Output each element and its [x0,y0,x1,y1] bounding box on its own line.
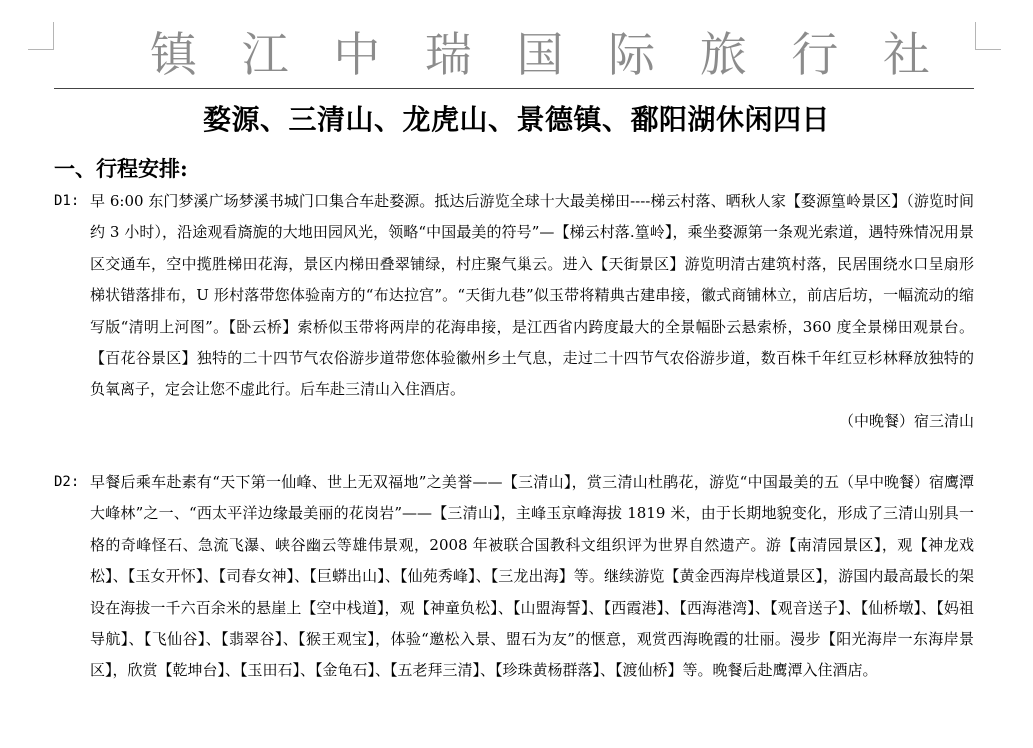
itinerary-day-2 [54,467,974,687]
day-description-wrap [90,467,974,687]
header-divider [54,88,974,89]
company-char: 旅 [699,28,747,83]
day-label: D2: [54,474,80,490]
day-description: 早餐后乘车赴素有“天下第一仙峰、世上无双福地”之美誉——【三清山】，赏三清山杜鹃花，游览“中国最美的五大峰林”之一、“西太平洋边缘最美丽的花岗岩”——【三清山】，主峰玉京峰海拔 1819 米，由于长期地貌变化，形成了三清山别具一格的奇峰怪石、急流飞瀑、峡谷幽云等雄伟景观，2008 年被联合国教科文组织评为世界自然遗产。游【南清园景区】，观【神龙戏松】、【玉女开怀】、【司春女神】、【巨蟒出山】、【仙苑秀峰】、【三龙出海】等。继续游览【黄金西海岸栈道景区】，游国内最高最长的架设在海拔一千六百余米的悬崖上【空中栈道】，观【神童负松】、【山盟海誓】、【西霞港】、【西海港湾】、【观音送子】、【仙桥墩】、【妈祖导航】、【飞仙谷】、【翡翠谷】、【猴王观宝】，体验“邀松入景、盟石为友”的惬意，观赏西海晚霞的壮丽。漫步【阳光海岸一东海岸景区】，欣赏【乾坤台】、【玉田石】、【金龟石】、【五老拜三清】、【珍珠黄杨群落】、【渡仙桥】等。晚餐后赴鹰潭入住酒店。 [90,473,974,680]
meals-accommodation: （早中晚餐）宿鹰潭 [838,473,974,491]
trip-title: 婺源、三清山、龙虎山、景德镇、鄱阳湖休闲四日 [202,103,830,136]
itinerary-day-1 [54,186,974,437]
company-char: 际 [608,28,656,83]
company-char: 江 [241,28,289,83]
company-char: 镇 [150,28,197,83]
page-corner-mark-right [975,22,1001,50]
day-description: 早 6:00 东门梦溪广场梦溪书城门口集合车赴婺源。抵达后游览全球十大最美梯田----梯云村落、晒秋人家【婺源篁岭景区】（游览时间约 3 小时），沿途观看旖旎的大地田园风光，领略“中国最美的符号”—【梯云村落.篁岭】，乘坐婺源第一条观光索道，遇特殊情况用景区交通车，空中揽胜梯田花海，景区内梯田叠翠铺绿，村庄聚气巢云。进入【天街景区】游览明清古建筑村落，民居围绕水口呈扇形梯状错落排布，U 形村落带您体验南方的“布达拉宫”。“天街九巷”似玉带将精典古建串接，徽式商铺林立，前店后坊，一幅流动的缩写版“清明上河图”。【卧云桥】索桥似玉带将两岸的花海串接，是江西省内跨度最大的全景幅卧云悬索桥，360 度全景梯田观景台。【百花谷景区】独特的二十四节气农俗游步道带您体验徽州乡土气息，走过二十四节气农俗游步道，数百株千年红豆杉林释放独特的负氧离子，定会让您不虚此行。后车赴三清山入住酒店。 [90,192,974,399]
day-label: D1: [54,193,80,209]
company-char: 中 [333,28,381,83]
company-char: 行 [791,28,839,83]
section-heading: 一、行程安排: [54,156,188,181]
company-char: 社 [883,28,930,83]
company-char: 瑞 [424,28,472,83]
company-name-header [150,26,930,86]
page-corner-mark-left [28,22,54,50]
meals-accommodation: （中晚餐）宿三清山 [838,411,974,430]
company-char: 国 [516,28,564,83]
